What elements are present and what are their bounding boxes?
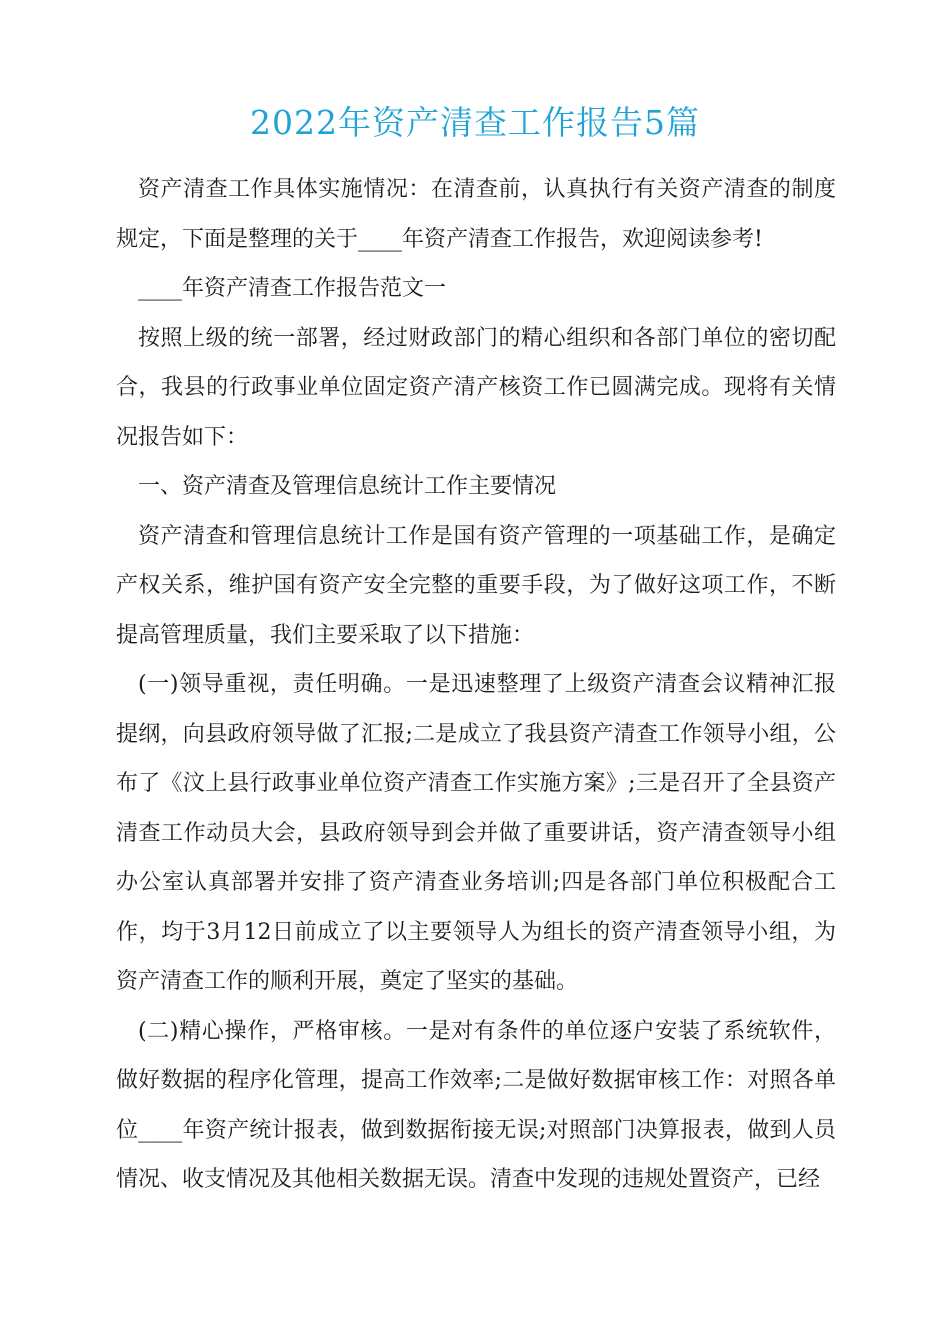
paragraph-measure-2: (二)精心操作，严格审核。一是对有条件的单位逐户安装了系统软件，做好数据的程序化管理，提高工作效率;二是做好数据审核工作：对照各单位____年资产统计报表，做到数据衔接无误;对照部门决算报表，做到人员情况、收支情况及其他相关数据无误。清查中发现的违规处置资产，已经 bbox=[116, 1018, 836, 1192]
paragraph-overview: 按照上级的统一部署，经过财政部门的精心组织和各部门单位的密切配合，我县的行政事业单位固定资产清产核资工作已圆满完成。现将有关情况报告如下： bbox=[116, 325, 836, 450]
paragraph-measure-1: (一)领导重视，责任明确。一是迅速整理了上级资产清查会议精神汇报提纲，向县政府领导做了汇报;二是成立了我县资产清查工作领导小组，公布了《汶上县行政事业单位资产清查工作实施方案》;三是召开了全县资产清查工作动员大会，县政府领导到会并做了重要讲话，资产清查领导小组办公室认真部署并安排了资产清查业务培训;四是各部门单位积极配合工作，均于3月12日前成立了以主要领导人为组长的资产清查领导小组，为资产清查工作的顺利开展，奠定了坚实的基础。 bbox=[116, 672, 836, 994]
paragraph-intro: 资产清查工作具体实施情况：在清查前，认真执行有关资产清查的制度规定，下面是整理的关于____年资产清查工作报告，欢迎阅读参考! bbox=[116, 177, 836, 252]
section-heading-1: 一、资产清查及管理信息统计工作主要情况 bbox=[138, 474, 557, 499]
paragraph-section-1: 资产清查和管理信息统计工作是国有资产管理的一项基础工作，是确定产权关系，维护国有资产安全完整的重要手段，为了做好这项工作，不断提高管理质量，我们主要采取了以下措施： bbox=[116, 523, 836, 648]
document-body bbox=[116, 165, 836, 1205]
paragraph-sample-heading: ____年资产清查工作报告范文一 bbox=[138, 276, 447, 301]
document-title: 2022年资产清查工作报告5篇 bbox=[250, 103, 700, 142]
